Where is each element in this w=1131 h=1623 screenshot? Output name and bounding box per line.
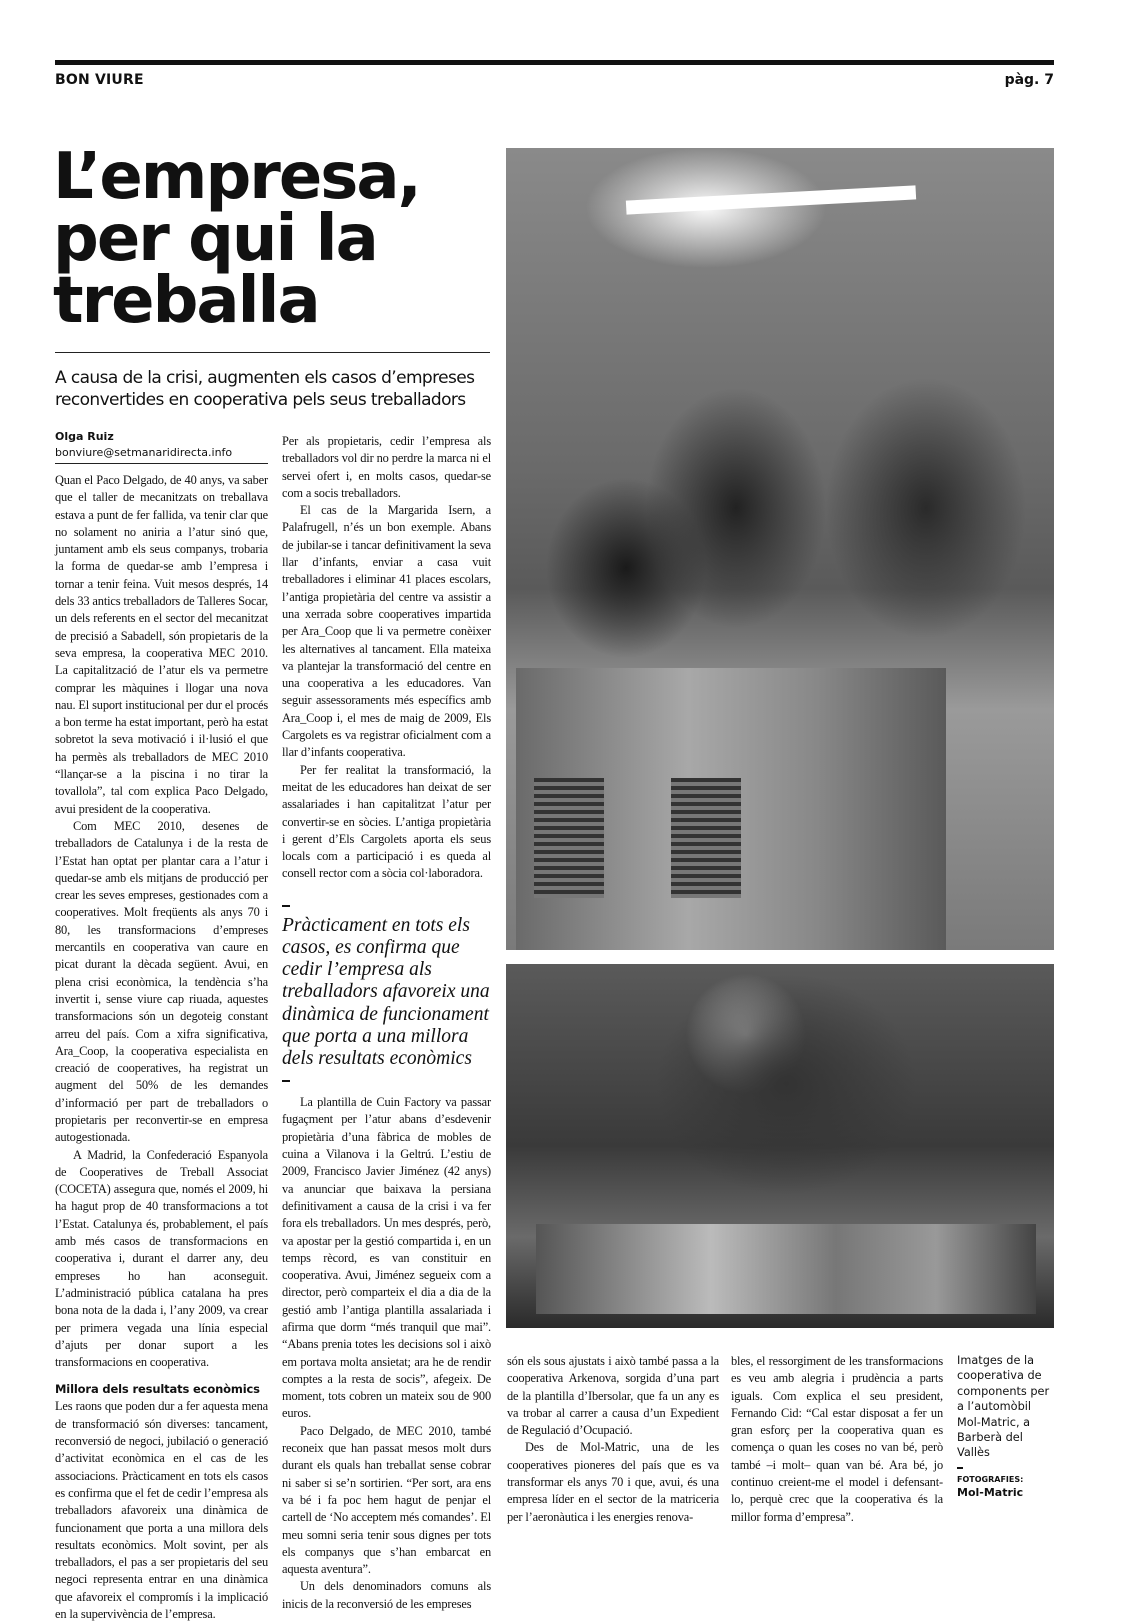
- column-3: [507, 1353, 719, 1526]
- column-2-continued: [282, 1094, 491, 1613]
- paragraph: són els sous ajustats i això també passa a la cooperativa Arkenova, sorgida d’una part de la plantilla d’Ibersolar, que fa un any es va trobar al carrer a causa d’un Expedient de Regulació d’Ocupació.: [507, 1354, 719, 1438]
- section-label: BON VIURE: [55, 72, 144, 88]
- paragraph: bles, el ressorgiment de les transformacions es veu amb alegria i prudència a parts iguals. Com explica el seu president, Fernando Cid: “Cal estar disposat a fer un gran esforç per la cooperativa quan es comença o quan les coses no van bé, però també –i molt– quan van bé. Ara bé, jo continuo creient-me el model i defensant-lo, perquè crec que la cooperativa és la millor forma d’empresa”.: [731, 1354, 943, 1524]
- column-4: [731, 1353, 943, 1526]
- paragraph: Un dels denominadors comuns als inicis de la reconversió de les empreses: [282, 1579, 491, 1611]
- author-email[interactable]: bonviure@setmanaridirecta.info: [55, 446, 233, 459]
- credit-label: FOTOGRAFIES:: [957, 1474, 1024, 1484]
- paragraph: El cas de la Margarida Isern, a Palafrugell, n’és un bon exemple. Abans de jubilar-se i tancar definitivament la seva llar d’infants, enviar a casa vuit treballadores i eliminar 41 places escolars, l’antiga propietària del centre va assistir a una xerrada sobre cooperatives impartida per Ara_Coop que li va permetre conèixer les alternatives al tancament. Ella mateixa va plantejar la transformació del centre en una cooperativa a les educadores. Van seguir assessoraments més específics amb Ara_Coop i, el mes de maig de 2009, Els Cargolets es va registrar oficialment com a llar d’infants cooperativa.: [282, 503, 491, 760]
- column-2: [282, 433, 491, 883]
- photo-lamp: [626, 185, 916, 214]
- byline: [55, 429, 268, 461]
- pullquote-dash: [282, 1080, 290, 1082]
- paragraph: Com MEC 2010, desenes de treballadors de Catalunya i de la resta de l’Estat han optat per plantar cara a l’atur i quedar-se amb els mitjans de producció per crear les seves empreses, gestionades com a cooperatives. Molt freqüents als anys 70 i 80, les transformacions d’empreses mercantils en cooperativa van caure en picat durant la dècada següent. Avui, en plena crisi econòmica, la tendència s’ha invertit i, sense viure cap riuada, aquestes transformacions són un degoteig constant arreu del país. Com a xifra significativa, Ara_Coop, la cooperativa especialista en creació de cooperatives, ha registrat un augment del 50% de les demandes d’informació per part de treballadors o propietaris per reconvertir-se en empresa autogestionada.: [55, 818, 268, 1145]
- paragraph: Des de Mol-Matric, una de les cooperatives pioneres del país que es va transformar els anys 70 i que, avui, és una empresa líder en el sector de la matriceria per l’aeronàutica i les energies renova-: [507, 1440, 719, 1524]
- headline-rule: [55, 352, 490, 353]
- photo-credit: Mol-Matric: [957, 1485, 1024, 1499]
- top-rule: [55, 60, 1054, 65]
- headline: L’empresa, per qui la treballa: [53, 140, 420, 338]
- photo-worker-polishing-mold: [506, 964, 1054, 1328]
- pull-quote: Pràcticament en tots els casos, es confirma que cedir l’empresa als treballadors afavoreix una dinàmica de funcionament que porta a una millora dels resultats econòmics: [282, 914, 490, 1069]
- page-number: pàg. 7: [1004, 72, 1054, 88]
- author-name: Olga Ruiz: [55, 430, 114, 443]
- photo-vent: [534, 778, 604, 898]
- section-subhead: Millora dels resultats econòmics: [55, 1382, 260, 1397]
- caption-dash: [957, 1467, 963, 1469]
- photo-caption: [957, 1353, 1057, 1500]
- paragraph: Per als propietaris, cedir l’empresa als treballadors vol dir no perdre la marca ni el servei ofert i, en molts casos, quedar-se com a socis treballadors.: [282, 434, 491, 500]
- paragraph: Quan el Paco Delgado, de 40 anys, va saber que el taller de mecanitzats on treballava estava a punt de fer fallida, va tenir clar que no solament no aniria a l’atur sinó que, juntament amb els seus companys, trobaria la forma de quedar-se amb l’empresa i tornar a tenir feina. Vuit mesos després, 14 dels 33 antics treballadors de Talleres Socar, un dels referents en el sector del mecanitzat de precisió a Sabadell, són propietaris de la seva empresa, la cooperativa MEC 2010. La capitalització de l’atur els va permetre comprar les màquines i llogar una nova nau. El suport institucional per dur el procés a bon terme ha estat important, però ha estat sobretot la seva motivació i il·lusió el que ha permès als treballadors de MEC 2010 “llançar-se a la piscina i no tirar la tovallola”, tal com explica Paco Delgado, avui president de la cooperativa.: [55, 473, 268, 816]
- subheadline: A causa de la crisi, augmenten els casos d’empreses reconvertides en cooperativa pels seus treballadors: [55, 368, 475, 410]
- paragraph: La plantilla de Cuin Factory va passar fugaçment per l’atur abans d’esdevenir propietària d’una fàbrica de mobles de cuina a Vilanova i la Geltrú. L’estiu de 2009, Francisco Javier Jiménez (42 anys) va anunciar que baixava la persiana definitivament a causa de la crisi i va fer fora els treballadors. Un mes després, però, va apostar per la gestió compartida i, en un temps rècord, es van constituir en cooperativa. Avui, Jiménez segueix com a director, però comparteix el dia a dia de la gestió amb l’antiga plantilla assalariada i afirma que dorm “més tranquil que mai”. “Abans prenia totes les decisions sol i això em portava molta ansietat; ara he de rendir comptes a la resta de socis”, afegeix. De moment, tots cobren un mateix sou de 900 euros.: [282, 1095, 491, 1421]
- photo-mold: [536, 1224, 1036, 1314]
- byline-rule: [55, 463, 268, 464]
- photo-workers-at-machine: [506, 148, 1054, 950]
- pullquote-dash: [282, 905, 290, 907]
- photo-vent: [671, 778, 741, 898]
- column-1: [55, 472, 268, 1623]
- paragraph: Les raons que poden dur a fer aquesta mena de transformació són diverses: tancament, reconversió de negoci, jubilació o generació d’activitat econòmica en el cas de les associacions. Pràcticament en tots els casos es confirma que el fet de cedir l’empresa als treballadors afavoreix una dinàmica de funcionament que porta a una millora dels resultats econòmics. Molt sovint, per als treballadors, el pas a ser propietaris del seu negoci representa entrar en una dinàmica que afavoreix el compromís i la implicació en la supervivència de l’empresa.: [55, 1399, 268, 1621]
- caption-text: Imatges de la cooperativa de components per a l’automòbil Mol-Matric, a Barberà del Vallès: [957, 1354, 1050, 1460]
- paragraph: Per fer realitat la transformació, la meitat de les educadores han deixat de ser assalariades i han capitalitzat l’atur per convertir-se en sòcies. L’antiga propietària i gerent d’Els Cargolets aporta els seus locals com a participació i es queda al consell rector com a sòcia col·laboradora.: [282, 762, 491, 881]
- paragraph: A Madrid, la Confederació Espanyola de Cooperatives de Treball Associat (COCETA) assegura que, només el 2009, hi ha hagut prop de 40 transformacions a tot l’Estat. Catalunya és, probablement, el país amb més casos de transformacions en cooperativa i, durant el darrer any, deu empreses ho han aconseguit. L’administració pública catalana ha pres bona nota de la dada i, l’any 2009, va crear per primera vegada una línia especial d’ajuts per donar suport a les transformacions en cooperativa.: [55, 1147, 268, 1370]
- column-2-flow: [282, 433, 491, 1613]
- paragraph: Paco Delgado, de MEC 2010, també reconeix que han passat mesos molt durs durant els quals han treballat sense cobrar ni saber si se’n sortirien. “Per sort, ara ens va bé i fa poc hem hagut de penjar el cartell de ‘No acceptem més comandes’. El meu somni seria tenir sous dignes per tots els companys que s’han embarcat en aquesta aventura”.: [282, 1423, 491, 1577]
